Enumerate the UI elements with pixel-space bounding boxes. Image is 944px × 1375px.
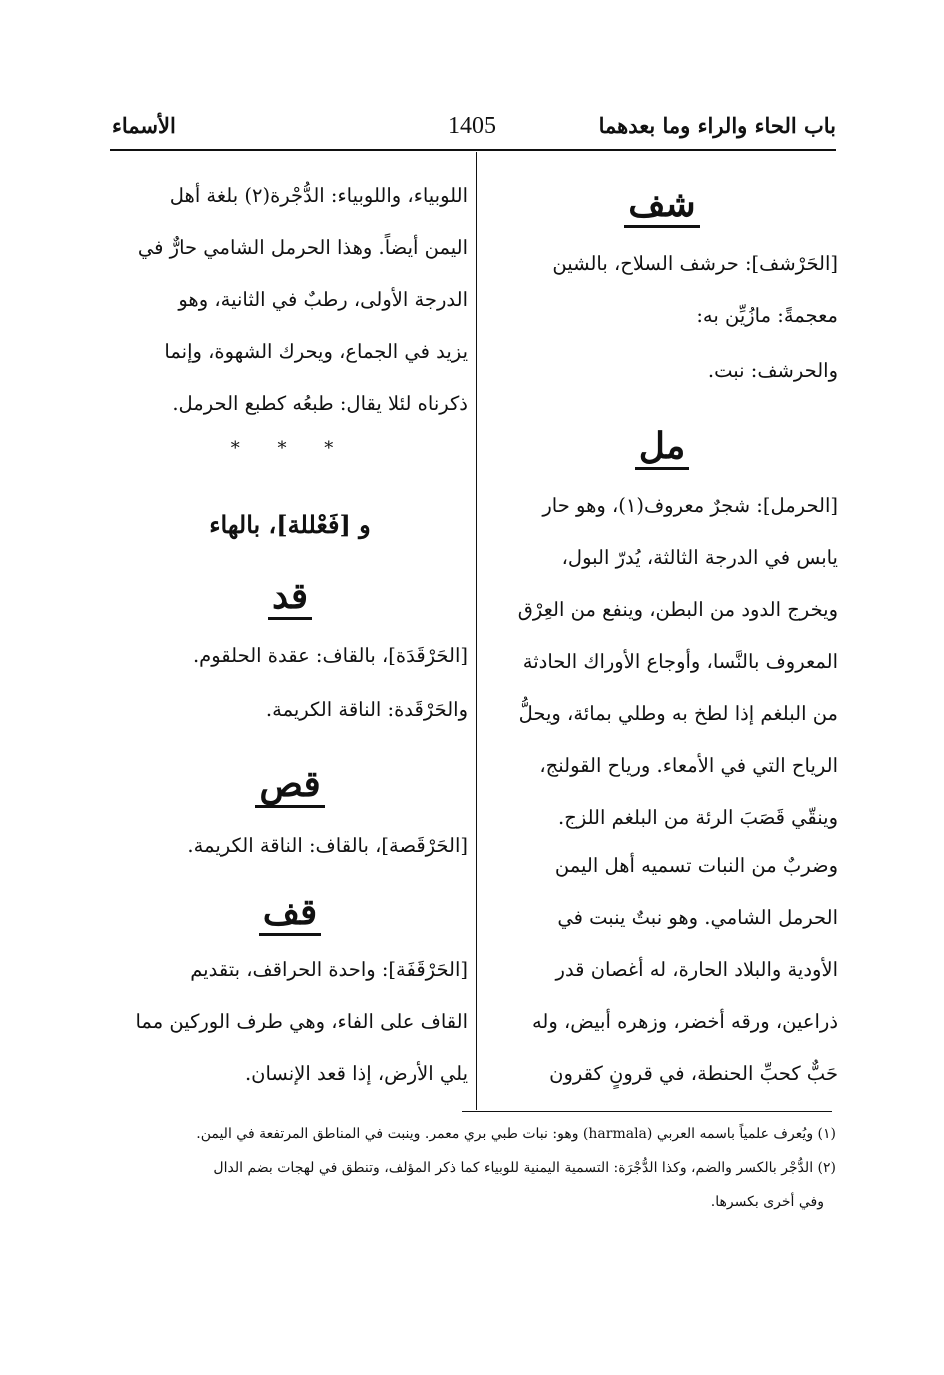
entry-line: وضربٌ من النبات تسميه أهل اليمن	[554, 854, 838, 877]
entry-line: [الحَرْقَدَة]، بالقاف: عقدة الحلقوم.	[192, 644, 468, 667]
chapter-title: باب الحاء والراء وما بعدهما	[598, 113, 836, 138]
entry-line: ويخرج الدود من البطن، وينفع من العِرْق	[517, 598, 838, 621]
entry-line: ذراعين، ورقه أخضر، وزهره أبيض، وله	[531, 1010, 838, 1033]
entry-line: الأودية والبلاد الحارة، له أغصان قدر	[555, 958, 838, 981]
section-separator: * * *	[230, 438, 350, 459]
page-number: 1405	[448, 113, 496, 139]
entry-line: من البلغم إذا لطخ به وطلي بمائة، ويحلُّ	[518, 702, 838, 725]
root-heading-qs: قص	[112, 760, 468, 808]
footnote-1: (١) ويُعرف علمياً باسمه العربي (harmala) وهو: نبات طبي بري معمر. وينبت في المناطق المرتفعة في اليمن.	[196, 1126, 836, 1142]
entry-line: [الحَرْشف]: حرشف السلاح، بالشين	[552, 252, 838, 275]
entry-line: والحرشف: نبت.	[707, 359, 838, 382]
entry-line: اليمن أيضاً. وهذا الحرمل الشامي حارٌّ في	[137, 236, 468, 259]
entry-line: اللوبياء، واللوبياء: الدُّجْرة(٢) بلغة أهل	[169, 184, 468, 207]
root-heading-ml: مل	[486, 422, 838, 470]
entry-line: ذكرناه لئلا يقال: طبعُه كطبع الحرمل.	[172, 392, 468, 415]
column-divider	[476, 152, 477, 1110]
entry-line: [الحرمل]: شجرٌ معروف(١)، وهو حار	[542, 494, 838, 517]
footnote-rule	[462, 1111, 832, 1112]
entry-line: الدرجة الأولى، رطبٌ في الثانية، وهو	[178, 288, 468, 311]
entry-line: والحَرْقَدة: الناقة الكريمة.	[265, 698, 468, 721]
pattern-heading: و [فَعْللة]، بالهاء	[209, 510, 371, 539]
entry-line: المعروف بالنَّسا، وأوجاع الأوراك الحادثة	[522, 650, 838, 673]
entry-line: معجمةً: مازُيِّن به:	[696, 304, 838, 327]
entry-line: [الحَرْقَفَة]: واحدة الحراقف، بتقديم	[190, 958, 468, 981]
root-heading-qd: قد	[112, 572, 468, 620]
entry-line: وينقّي قَصَبَ الرئة من البلغم اللزج.	[558, 806, 838, 829]
entry-line: يلي الأرض، إذا قعد الإنسان.	[244, 1062, 468, 1085]
entry-line: يزيد في الجماع، ويحرك الشهوة، وإنما	[164, 340, 468, 363]
root-heading-shf: شف	[486, 180, 838, 228]
entry-line: يابس في الدرجة الثالثة، يُدرّ البول،	[561, 546, 838, 569]
entry-line: الحرمل الشامي. وهو نبتٌ ينبت في	[557, 906, 838, 929]
footnote-2: (٢) الدُّجْر بالكسر والضم، وكذا الدُّجْرَة: التسمية اليمنية للوبياء كما ذكر المؤلف، وتنطق في لهجات بضم الدال	[213, 1160, 836, 1176]
section-title: الأسماء	[112, 113, 176, 138]
entry-line: حَبٌّ كحبِّ الحنطة، في قرونٍ كقرون	[549, 1062, 838, 1085]
header-rule	[110, 149, 836, 151]
entry-line: القاف على الفاء، وهي طرف الوركين مما	[135, 1010, 468, 1033]
entry-line: الرياح التي في الأمعاء. ورياح القولنج،	[539, 754, 838, 777]
footnote-2-continued: وفي أخرى بكسرها.	[710, 1194, 824, 1210]
root-heading-qf: قف	[112, 888, 468, 936]
entry-line: [الحَرْقَصة]، بالقاف: الناقة الكريمة.	[187, 834, 468, 857]
